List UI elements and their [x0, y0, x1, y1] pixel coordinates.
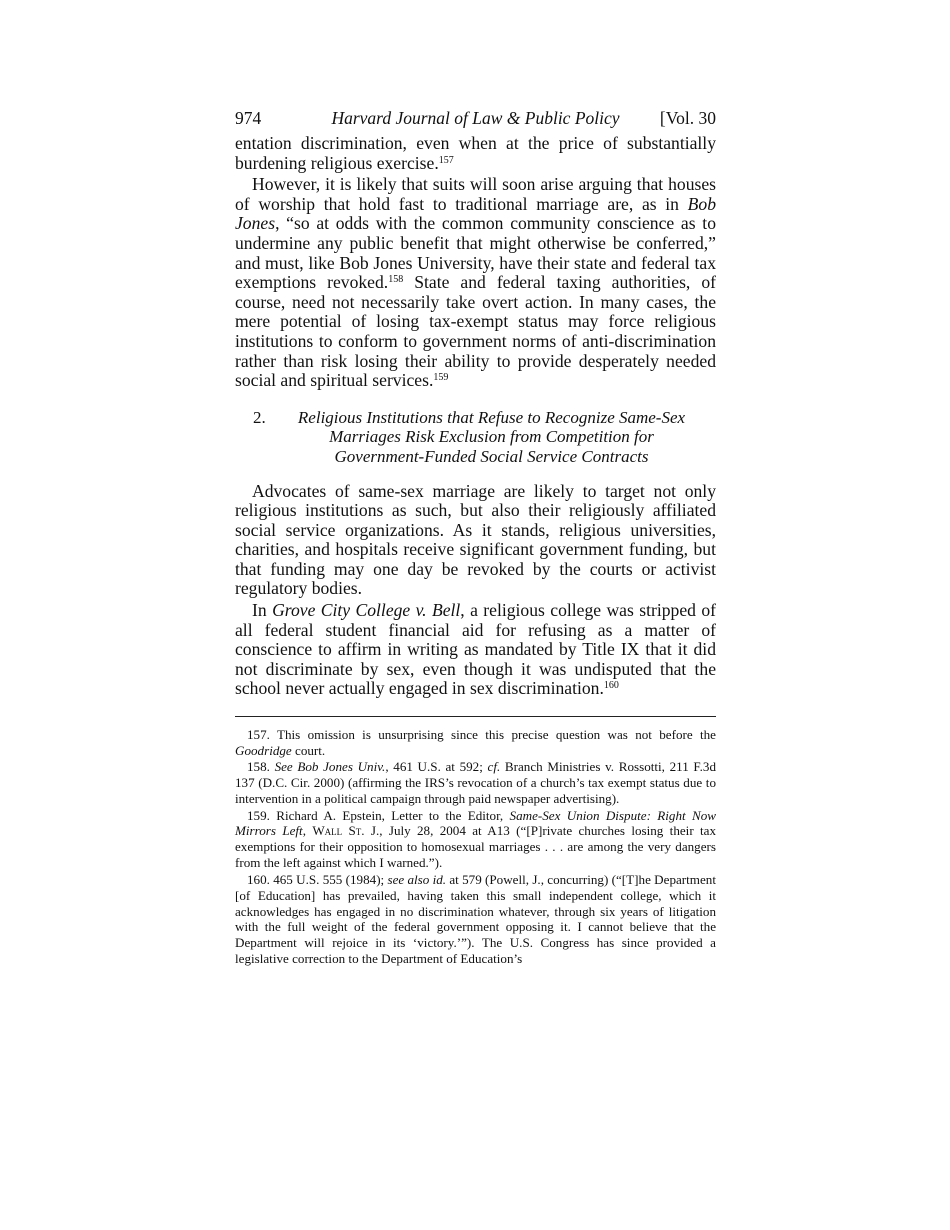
- footnote-158: 158. See Bob Jones Univ., 461 U.S. at 592; cf. Branch Ministries v. Rossotti, 211 F.3d 137 (D.C. Cir. 2000) (affirming the IRS’s revocation of a church’s tax exempt status due to intervention in a political campaign through paid newspaper advertising).: [235, 759, 716, 807]
- case-name: Grove City College v. Bell: [272, 600, 461, 621]
- footnote-ref-157[interactable]: 157: [438, 154, 454, 166]
- footnote-ref-159[interactable]: 159: [433, 372, 449, 384]
- footnote-160: 160. 465 U.S. 555 (1984); see also id. at 579 (Powell, J., concurring) (“[T]he Department [of Education] has prevailed, having taken this small independent college, which it acknowledges has engaged in no discrimination whatever, through six years of litigation with the full weight of the federal government opposing it. I cannot believe that the Department will rejoice in its ‘victory.’”). The U.S. Congress has since provided a legislative correction to the Department of Education’s: [235, 871, 716, 967]
- footnote-divider: [235, 716, 716, 717]
- section-number: 2.: [253, 407, 266, 427]
- page-number: 974: [235, 108, 262, 128]
- volume-label: [Vol. 30: [659, 108, 716, 128]
- body-text: [235, 134, 716, 699]
- document-page: [235, 108, 716, 968]
- section-title: Religious Institutions that Refuse to Recognize Same-Sex Marriages Risk Exclusion from Competition for Government-Funded Social Service Contracts: [297, 407, 686, 466]
- paragraph-1: entation discrimination, even when at the price of substantially burdening religious exercise.$^{157}$: [235, 133, 716, 173]
- section-heading: [235, 408, 716, 467]
- footnote-159: 159. Richard A. Epstein, Letter to the Editor, Same-Sex Union Dispute: Right Now Mirrors Left, Wall St. J., July 28, 2004 at A13 (“[P]rivate churches losing their tax exemptions for their opposition to homosexual marriages . . . are among the very dangers from the left against which I warned.”).: [235, 807, 717, 871]
- paragraph-4: In Grove City College v. Bell, a religious college was stripped of all federal student financial aid for refusing as a matter of conscience to affirm in writing as mandated by Title IX that it did not discriminate by sex, even though it was undisputed that the school never actually engaged in sex discrimination.$^{160}$: [235, 600, 716, 699]
- paragraph-2: However, it is likely that suits will soon arise arguing that houses of worship that hold fast to traditional marriage are, as in Bob Jones, “so at odds with the common community conscience as to undermine any public benefit that might otherwise be conferred,” and must, like Bob Jones University, have their state and federal tax exemptions revoked.$^{158}$ State and federal taxing authorities, of course, need not necessarily take overt action. In many cases, the mere potential of losing tax-exempt status may force religious institutions to conform to government norms of anti-discrimination rather than risk losing their ability to provide desperately needed social and spiritual services.$^{159}$: [235, 174, 716, 391]
- paragraph-3: Advocates of same-sex marriage are likely to target not only religious institutions as such, but also their religiously affiliated social service organizations. As it stands, religious universities, charities, and hospitals receive significant government funding, but that funding may one day be revoked by the courts or activist regulatory bodies.: [235, 480, 716, 599]
- footnote-ref-158[interactable]: 158: [388, 274, 404, 286]
- footnote-ref-160[interactable]: 160: [603, 680, 619, 692]
- case-name: Bob Jones: [235, 193, 716, 234]
- footnote-157: 157. This omission is unsurprising since this precise question was not before the Goodridge court.: [235, 727, 716, 758]
- running-header: [235, 108, 716, 134]
- footnotes: [235, 727, 716, 967]
- journal-title: Harvard Journal of Law & Public Policy: [331, 108, 620, 128]
